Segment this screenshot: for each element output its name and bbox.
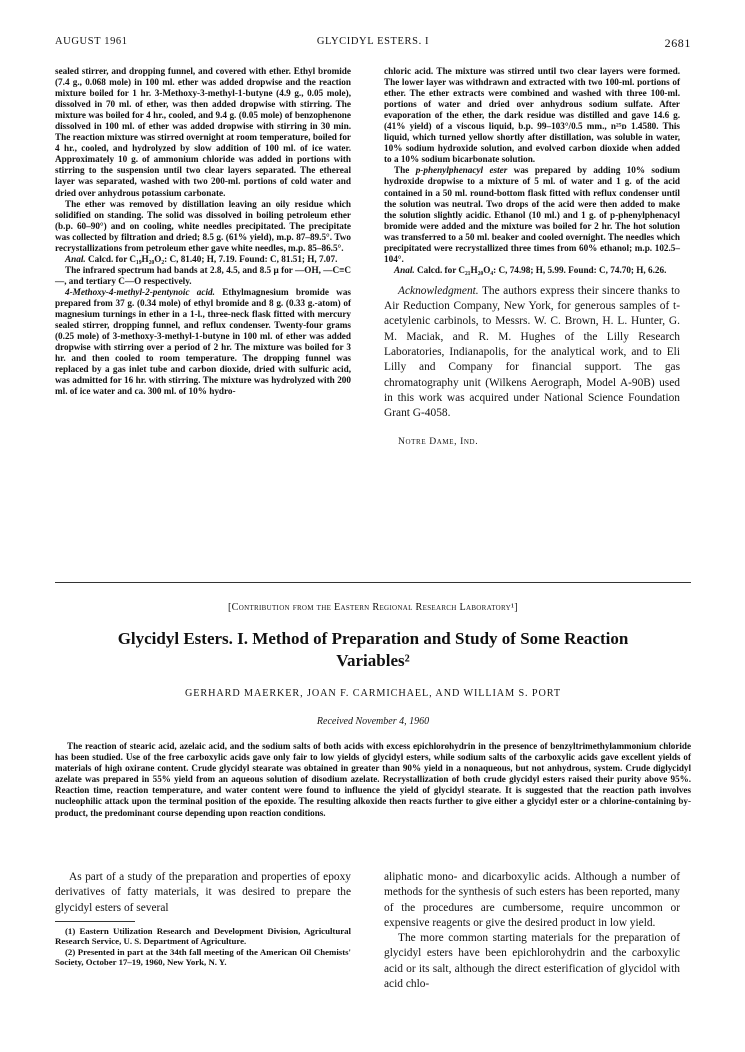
affiliation-signature: Notre Dame, Ind. (398, 435, 479, 447)
footnotes (55, 926, 351, 968)
header-date: AUGUST 1961 (55, 36, 128, 47)
analysis-line: Anal. Calcd. for C₂₁H₂₀O₄: C, 74.98; H, 5.99. Found: C, 74.70; H, 6.26. (394, 264, 667, 275)
abstract (55, 741, 691, 819)
contribution-note: [Contribution from the Eastern Regional Research Laboratory¹] (227, 602, 519, 613)
analysis-line: Anal. Calcd. for C₁₉H₂₀O₂: C, 81.40; H, 7.19. Found: C, 81.51; H, 7.07. (65, 253, 338, 264)
paragraph: The more common starting materials for the preparation of glycidyl esters have been epichlorohydrin and the carboxylic acid or its salt, although the direct esterification of glycidol with acid chlo- (384, 932, 680, 991)
header-running-title: GLYCIDYL ESTERS. I (316, 36, 430, 47)
acknowledgment-paragraph: Acknowledgment. The authors express their sincere thanks to Air Reduction Company, New York, for generous samples of t-acetylenic carbinols, to Messrs. W. C. Brown, H. L. Hunter, G. M. Maciak, and R. M. Hughes of the Lilly Research Laboratories, Indianapolis, for the analytical work, and to Eli Lilly and Company for financial support. The gas chromatography unit (Wilkens Aerograph, Model A-90B) used in this work was acquired under National Science Foundation Grant G-4058. (384, 284, 680, 420)
previous-article-right-column (384, 66, 680, 449)
paragraph: chloric acid. The mixture was stirred until two clear layers were formed. The lower layer was withdrawn and extracted with two 100-ml. portions of ether. The ether extracts were combined and washed with three 100-ml. portions of water and dried over anhydrous sodium sulfate. After evaporation of the ether, the dark residue was distilled and gave 14.6 g. (41% yield) of a viscous liquid, b.p. 99–103°/0.5 mm., n²⁵ᴅ 1.4580. This liquid, which turned yellow shortly after distillation, was soluble in water, 10% sodium hydroxide solution, and evolved carbon dioxide when added to a 10% sodium bicarbonate solution. (384, 66, 680, 165)
paragraph: The infrared spectrum had bands at 2.8, 4.5, and 8.5 μ for —OH, —C≡C—, and tertiary C—O respectively. (55, 264, 351, 286)
paragraph: aliphatic mono- and dicarboxylic acids. Although a number of methods for the synthesis of such esters has been reported, many of the procedures are cumbersome, require uncommon or expensive reagents or give the desired product in low yield. (384, 871, 680, 929)
anal-label: Anal. (65, 253, 86, 264)
subsection-title: 4-Methoxy-4-methyl-2-pentynoic acid. (65, 286, 215, 297)
section-divider (55, 582, 691, 583)
paragraph: As part of a study of the preparation and properties of epoxy derivatives of fatty materials, it was desired to prepare the glycidyl esters of several (55, 871, 351, 914)
previous-article-left-column (55, 66, 351, 397)
footnote-rule (55, 921, 135, 922)
article-title: Glycidyl Esters. I. Method of Preparation and Study of Some Reaction Variables² (117, 629, 629, 670)
author-list: GERHARD MAERKER, JOAN F. CARMICHAEL, AND WILLIAM S. PORT (185, 688, 561, 699)
paragraph: sealed stirrer, and dropping funnel, and covered with ether. Ethyl bromide (7.4 g., 0.068 mole) in 100 ml. ether was added dropwise and the reaction mixture boiled for 1 hr. 3-Methoxy-3-methyl-1-butyne (4.9 g., 0.05 mole), dissolved in 70 ml. of ether, was then added dropwise with stirring. The mixture was boiled for 4 hr., cooled, and 9.4 g. (0.05 mole) of benzophenone dissolved in 100 ml. of ether was added dropwise with stirring in 30 min. The reaction mixture was stirred overnight at room temperature, boiled for 4 hr., cooled, and hydrolyzed by slow addition of 100 ml. of ice water. Approximately 10 g. of ammonium chloride was added in portions with stirring to the suspension until two clear layers separated. The ethereal layer was separated, washed with two 200-ml. portions of cold water and dried over anhydrous potassium carbonate. (55, 66, 351, 198)
running-head (55, 36, 691, 52)
abstract-text: The reaction of stearic acid, azelaic acid, and the sodium salts of both acids with excess epichlorohydrin in the presence of benzyltrimethylammonium chloride has been studied. Use of the free carboxylic acids gave only fair to low yields of glycidyl esters, while sodium salts of the carboxylic acids gave excellent yields of materials of high oxirane content. Crude glycidyl stearate was obtained in greater than 90% yield in a nonaqueous, but not anhydrous, system. Crude diglycidyl azelate was prepared in 55% yield from an aqueous solution of disodium azelate. Recrystallization of both crude glycidyl esters raised their purity above 95%. Reaction time, reaction temperature, and water content were found to influence the yield of glycidyl stearate. It is suggested that the reaction path involves nucleophilic attack upon the terminal position of the epoxide. The resulting alkoxide then reacts further to give either a glycidyl ester or a chlorine-containing by-product, the predominant course depending upon reaction conditions. (55, 741, 691, 818)
acknowledgment (384, 284, 680, 449)
paragraph: 4-Methoxy-4-methyl-2-pentynoic acid. Ethylmagnesium bromide was prepared from 37 g. (0.34 mole) of ethyl bromide and 8 g. (0.33 g.-atom) of magnesium turnings in ether in a 1-l., three-neck flask fitted with mercury sealed stirrer, dropping funnel, and reflux condenser. Twenty-four grams (0.25 mole) of 3-methoxy-3-methyl-1-butyne in 100 ml. of ether was added dropwise with stirring over a period of 2 hr. The mixture was boiled for 3 hr. and then cooled to room temperature. The dropping funnel was replaced by a gas inlet tube and carbon dioxide, dried with sulfuric acid, was admitted for 16 hr. with stirring. The mixture was hydrolyzed with 200 ml. of ice water and ca. 300 ml. of 10% hydro- (55, 286, 351, 397)
received-date: Received November 4, 1960 (316, 716, 430, 727)
anal-label: Anal. (394, 264, 415, 275)
body-right-column (384, 870, 680, 992)
page-number: 2681 (664, 36, 691, 50)
experimental-continuation (384, 66, 680, 276)
footnote-2: (2) Presented in part at the 34th fall meeting of the American Oil Chemists' Society, October 17–19, 1960, New York, N. Y. (55, 946, 351, 968)
body-left-column (55, 870, 351, 968)
acknowledgment-label: Acknowledgment. (398, 284, 479, 297)
footnote-1: (1) Eastern Utilization Research and Development Division, Agricultural Research Service, U. S. Department of Agriculture. (55, 925, 351, 947)
paragraph: The p-phenylphenacyl ester was prepared by adding 10% sodium hydroxide dropwise to a mixture of 5 ml. of water and 1 g. of the acid contained in a 50 ml. round-bottom flask fitted with reflux condenser until the solution was neutral. Two drops of the acid were then added to make the solution slightly acidic. Ethanol (10 ml.) and 1 g. of p-phenylphenacyl bromide were added and the mixture was boiled for 2 hr. The hot solution was transferred to a 50 ml. beaker and cooled overnight. The needles which precipitated were recrystallized three times from 60% ethanol; m.p. 102.5–104°. (384, 165, 680, 264)
paragraph: The ether was removed by distillation leaving an oily residue which solidified on standing. The solid was dissolved in boiling petroleum ether (b.p. 60–90°) and on cooling, white needles precipitated. The precipitate was collected by filtration and dried; 8.5 g. (61% yield), m.p. 87–89.5°. Two recrystallizations from petroleum ether gave white needles, m.p. 85–86.5°. (55, 198, 351, 253)
